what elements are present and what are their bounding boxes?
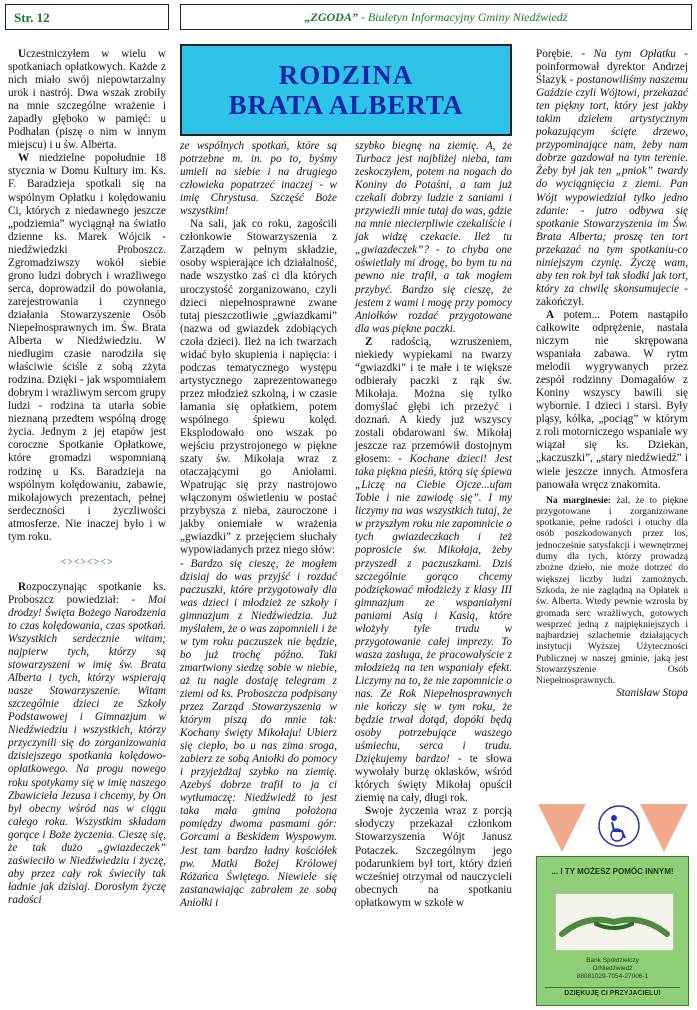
bulletin-header: [180, 4, 692, 30]
article-title-line2: BRATA ALBERTA: [228, 90, 464, 120]
paragraph: [8, 152, 166, 543]
column-3: [355, 140, 512, 910]
paragraph: [8, 581, 166, 907]
donation-poster: [536, 856, 689, 1006]
paragraph: [355, 336, 512, 806]
paragraph-text: niedzielne popołudnie 18 stycznia w Domu Kultury im. Ks. F. Baradzieja spotkali się na wspólnym Opłatku i kolędowaniu Ci, których z niedawnego jeszcze „podziemia” wyciągnął na światło dzienne ks. Marek Wójcik - niedźwiedzki Proboszcz. Zgromadziwszy wokół siebie grono ludzi dobrych i wrażliwego serca, doprowadził do powołania, zarejestrowania i czynnego działania Stowarzyszenie Osób Niepełnosprawnych im. Św. Brata Alberta w Niedźwiedziu. W niedługim czasie narodziła się właściwie ściśle z sobą zżyta rodzina. Dzięki - jak wspomniałem dobrym i wrażliwym sercom grupy ludzi - rodzina ta utarła sobie nieznaną przedtem wspólną drogę życia. Jednym z jej etapów jest coroczne Spotkanie Opłatkowe, które gromadzi wspomnianą rodzinę u Ks. Baradzieja na wspólnym kolędowaniu, zabawie, mikołajowych prezentach, pełnej serdeczności i życzliwości atmosferze. Nie inaczej było i w tym roku.: [8, 152, 166, 543]
paragraph-text: - zakończył.: [536, 282, 688, 308]
bulletin-subtitle: - Biuletyn Informacyjny Gminy Niedźwiedź: [357, 10, 568, 24]
quote-text: - Bardzo się cieszę, że mogłem dzisiaj do was przyjść i rozdać paczuszki, które przygotowały dla was dzieci i młodzież ze szkoły i gimnazjum z Niedźwiedzia. Już myślałem, że o was zapomnieli i że w tym roku paczuszek nie będzie, bo już trochę późno. Taki zmartwiony siedzę sobie w niebie, aż tu nagle dostaję telegram z ziemi od ks. Proboszcza podpisany przez Zarząd Stowarzyszenia w którym piszą do mnie tak: Kochany święty Mikołaju! Ubierz się ciepło, bo u nas zima sroga, zabierz ze sobą Aniołki do pomocy i przyjeżdżaj szybko na ziemię. Azebyś dobrze trafił to ja ci wytłumaczę: Niedźwiedź to jest taka mała gmina położona pomiędzy dwoma pasmami gór: Gorcami a Beskidem Wyspowym. Jest tam bardzo ładny kościółek pw. Matki Bożej Królowej Różańca Świętego. Niewiele się zastanawiając zabrałem ze sobą Aniołki i: [180, 557, 337, 909]
poster-footer: DZIĘKUJĘ CI PRZYJACIELU!: [545, 987, 680, 997]
quote-text: Moi drodzy! Święta Bożego Narodzenia to czas kolędowania, czas spotkań. Wszystkich serdecznie witam; najpierw tych, którzy są stowarzyszeni w imię św. Brata Alberta i tych, którzy wspierają nasze Stowarzyszenie. Witam szczególnie dzieci ze Szkoły Podstawowej i Gimnazjum w Niedźwiedziu i wszystkich, którzy przyczynili się do zorganizowania dzisiejszego spotkania kolędowo-opłatkowego. Na progu nowego roku spotykamy się w imię naszego Zbawiciela Jezusa i chcemy, by On był obecny wśród nas w ciągu całego roku. Wszystkim składam gorące i Boże życzenia. Cieszę się, że tak dużo „gwiazdeczek” zaświeciło w Niedźwiedziu i życzę, aby przez cały rok świeciły tak ładnie jak dzisiaj. Dorosłym życzę radości: [8, 593, 166, 906]
margin-note-label: Na marginesie:: [546, 494, 612, 506]
quote-text: postanowiliśmy naszemu Gaździe czyli Wójtowi, przekazać ten piękny tort, który jest jakby takim dziełem artystycznym pokazującym ścięte drzewo, przypominające nam, żeby nam dobrze gazdował na tym terenie. Żeby był jak ten „pniok” twardy do wyciągnięcia z ziemi. Pan Wójt wypowiedział tylko jedno zdanie: - jutro odbywa się spotkanie Stowarzyszenia im Św. Brata Alberta; proszę ten tort przekazać na tym spotkaniu-co niniejszym czynię. Życzę wam, aby ten rok był tak słodki jak tort, który za chwilę skonsumujecie: [536, 74, 688, 295]
quote-text: Na tym Opłatku: [593, 48, 676, 60]
column-2: [180, 140, 337, 910]
poster-headline: ... I TY MOŻESZ POMÓC INNYM!: [551, 867, 674, 876]
drop-letter: U: [18, 48, 27, 60]
quote-text: szybko biegnę na ziemię. A, że Turbacz jest najbliżej nieba, tam zeskoczyłem, potem na nogach do Koniny do Potaśni, a tam już czekali dobrzy ludzie z saniami i przywieźli mnie tutaj do was, gdzie na mnie niecierpliwie czekaliście i jak widzę czekacie. Ileż tu „gwiazdeczek”? - to chyba one oświetlały mi drogę, bo bym tu na pewno nie trafił, a tak mogłem przybyć. Bardzo się cieszę, że jestem z wami i mogę przy pomocy Aniołków rozdać przygotowane dla was piękne paczki.: [355, 140, 512, 335]
paragraph-text: woje życzenia wraz z porcją słodyczy przekazał członkom Stowarzyszenia Wójt Janusz Potaczek. Szczególnym jego podarunkiem był tort, który dzień wcześniej otrzymał od nauczycieli obecnych na spotkaniu opłatkowym w szkole w: [355, 805, 512, 909]
drop-letter: R: [18, 580, 27, 593]
paragraph: [536, 48, 688, 309]
drop-letter: W: [18, 152, 30, 165]
handshake-illustration: [555, 893, 674, 951]
paragraph-text: potem... Potem nastąpiło całkowite odprężenie, nastała niczym nie skrępowana wspaniała zabawa. W rytm melodii wygrywanych przez zespół rodzinny Domagałów z Koniny wszyscy bawili się wybornie. I dzieci i starsi. Były pląsy, kółka, „pociąg” w którym z roli motorniczego wspaniale wy wiązał się ks. Dziekan, „kaczuszki”, „stary niedźwiedź” i wiele jeszcze innych. Atmosfera panowała wręcz znakomita.: [536, 308, 688, 491]
paragraph-text: Porębie. -: [536, 48, 594, 60]
decorative-triangle-left: [538, 804, 586, 852]
page-number: Str. 12: [14, 10, 50, 25]
bulletin-name: „ZGODA”: [304, 10, 358, 24]
bank-account-info: [537, 957, 688, 981]
paragraph-text: ozpoczynając spotkanie ks. Proboszcz powiedział: -: [8, 580, 166, 606]
section-separator: <><><><>: [60, 556, 114, 568]
bank-name: Bank Spółdzielczy: [586, 957, 639, 964]
paragraph: [8, 48, 166, 152]
quote-text: Kochane dzieci! Jest taka piękna pieśń, którą się śpiewa „Liczę na Ciebie Ojcze...ufam Tobie i nie zawiodę się”. I my liczymy na was wszystkich tutaj, że w przyszłym roku nie zapomnicie o tych gwiazdeczkach i też poprosicie św. Mikołaja, żeby przyszedł z paczuszkami. Dziś szczególnie gorąco chcemy podziękować młodzieży z klasy III gimnazjum ze wspaniałymi paniami Asią i Kasią, które włożyły tyle trudu w przygotowanie całej imprezy. To wasza zasługa, że pracowałyście z młodzieżą na ten wspaniały efekt. Liczymy na to, że nie zapomnicie o nas. Ze Rok Niepełnosprawnych nie kończy się w tym roku, że będzie trwał dotąd, dopóki będą osoby potrzebujące waszego uśmiechu, serca i trudu. Dziękujemy bardzo!: [355, 453, 513, 766]
paragraph-text: - poinformował dyrektor Andrzej Ślazyk -: [536, 48, 688, 87]
quote-text: ze wspólnych spotkań, które są potrzebne m. in. po to, byśmy umieli na siebie i na drugiego człowieka popatrzeć inaczej - w imię Chrystusa. Szczęść Boże wszystkim!: [180, 140, 337, 218]
author-signature: Stanisław Stopa: [616, 686, 688, 699]
column-4: [536, 48, 688, 700]
bank-account-number: 88081029-7054-27006-1: [576, 973, 649, 980]
margin-note: [536, 495, 688, 687]
page-number-box: [5, 4, 169, 30]
paragraph-text: - te słowa wywołały burzę oklasków, wśród których święty Mikołaj opuścił ziemię na cały, długi rok.: [355, 753, 513, 805]
drop-letter: S: [365, 805, 372, 818]
paragraph-text: czestniczyłem w wielu w spotkaniach opłatkowych. Każde z nich miało swój niepowtarzalny urok i nastrój. Dwa wszak zrobiły na mnie szczególne wrażenie i zapadły głęboko w pamięć: u Podhalan (piszę o nim w innym miejscu) i u św. Alberta.: [8, 48, 166, 152]
association-logo-icon: [590, 804, 648, 848]
article-title-box: [180, 44, 512, 136]
drop-letter: Z: [365, 335, 373, 348]
article-title-line1: RODZINA: [278, 60, 414, 90]
drop-letter: A: [546, 308, 555, 321]
paragraph-text: radością, wzruszeniem, niekiedy wypiekami na twarzy “gwiazdki” i te małe i te większe odbierały paczki z rąk św. Mikołaja. Można się tylko domyślać głębi ich przeżyć i doznań. A kiedy już wszyscy zostali obdarowani św. Mikołaj jeszcze raz przemówił dostojnym głosem: -: [355, 335, 512, 466]
margin-note-text: żal, że to piękne przygotowane i zorganizowane spotkanie, pełne radości i otuchy dla osób poszkodowanych przez los, jednocześnie satysfakcji i wewnętrznej dumy dla tych, którzy prowadzą zbożne dzieło, nie może dotrzeć do większej liczby ludzi zamożnych. Szkoda, że nie zaglądną na Opłatek u św. Alberta. Wtedy pewnie wzrosła by gromada serc wrażliwych, gotowych wesprzeć jedną z najpiękniejszych i najbardziej szlachetnie działających instytucji Wyższej Użyteczności Publicznej w naszej gminie, jaką jest Stowarzyszenie Osób Niepełnosprawnych.: [536, 494, 688, 687]
paragraph: [536, 309, 688, 492]
handshake-icon: [556, 894, 673, 950]
paragraph: Na sali, jak co roku, zagościli członkowie Stowarzyszenia z Zarządem w pełnym składzie, osoby wspierające ich działalność, nade wszystko zaś ci dla których uroczystość zorganizowano, czyli dzieci niepełnosprawne zwane tutaj pieszczotliwie „gwiazdkami” (nazwa od gwiazdek zdobiących czoła dzieci). Ileż na ich twarzach widać było skupienia i napięcia: i podczas tematycznego występu artystycznego zaprezentowanego przez młodzież szkolną, i w czasie łamania się opłatkiem, potem wspólnego śpiewu kolęd. Eksplodowało ono wszak po wejściu przystrojonego w piękne szaty św. Mikołaja wraz z otaczającymi go Aniołami. Wpatrując się przy nastrojowo włączonym oświetleniu w postać przybysza z nieba, zauroczone i jakby oniemiałe w wrażenia „gwiazdki” z przejęciem słuchały wypowiadanych przez niego słów:: [180, 218, 337, 557]
bulletin-title: [305, 10, 568, 24]
bank-branch: O/Niedźwiedź: [592, 965, 633, 972]
column-1: [8, 48, 166, 907]
paragraph: [355, 805, 512, 909]
